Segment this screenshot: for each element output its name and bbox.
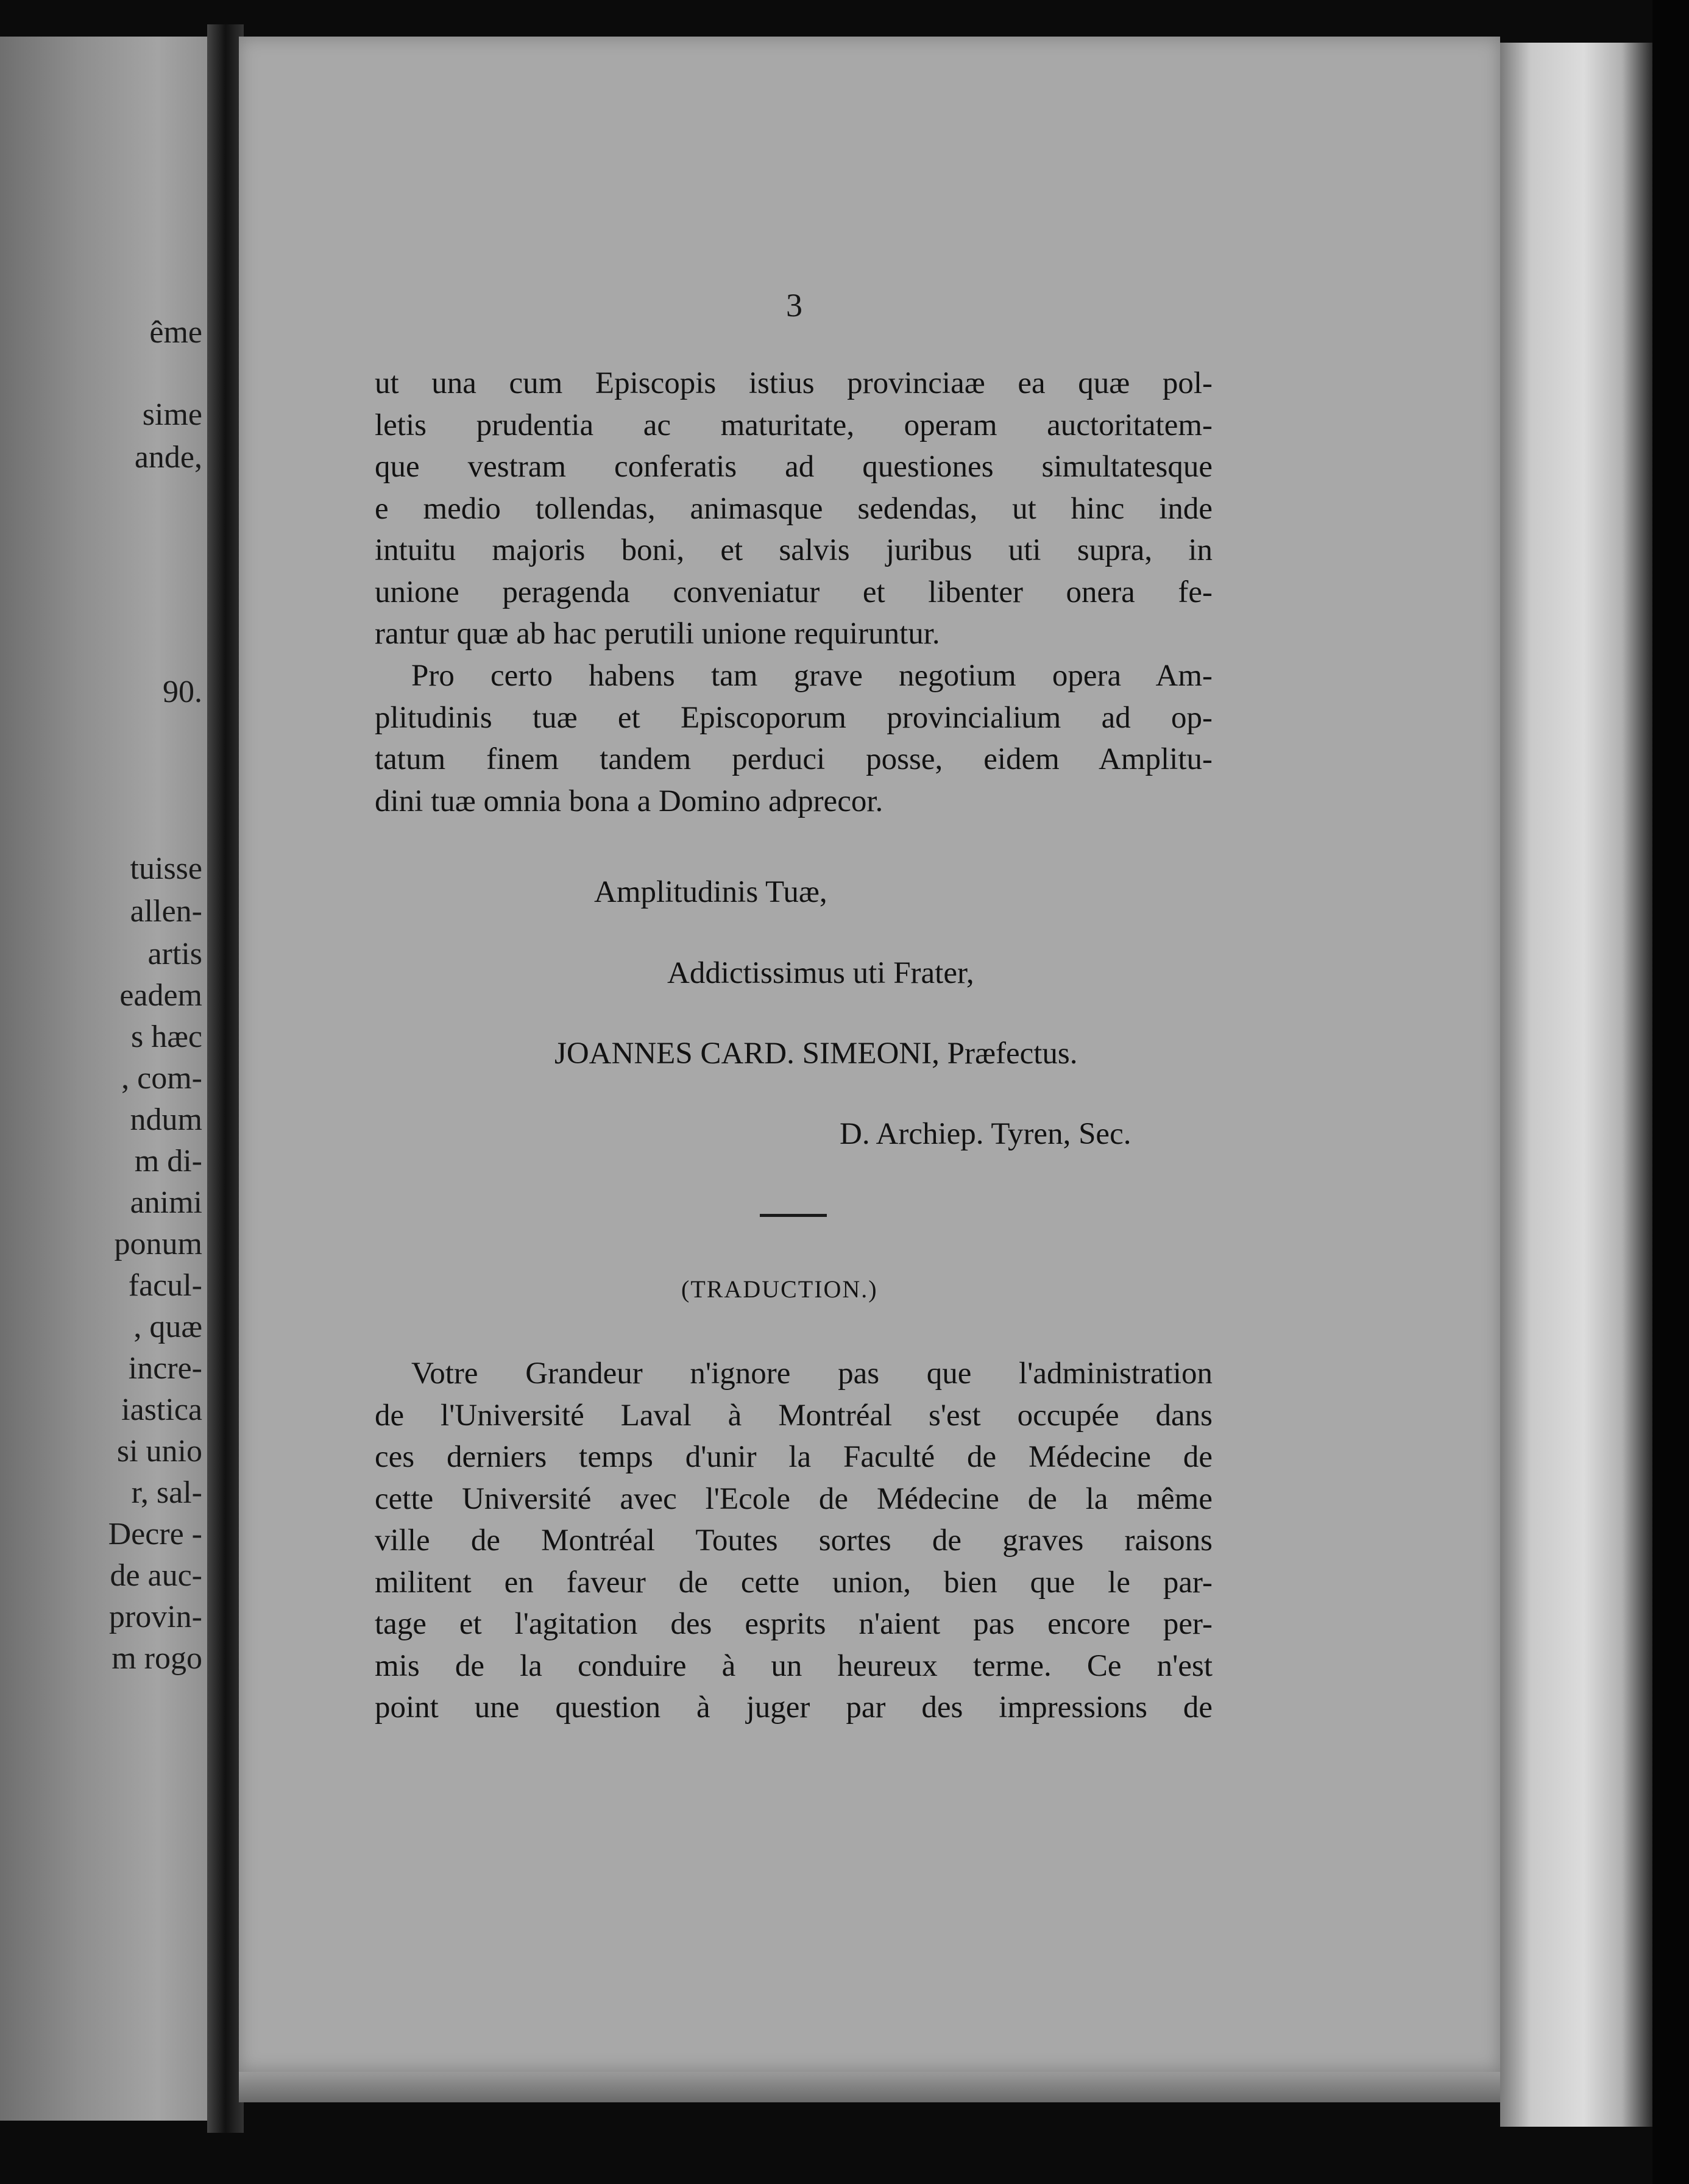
text-line: ville de Montréal Toutes sortes de graves raisons [375, 1523, 1213, 1558]
text-line: point une question à juger par des impressions de [375, 1690, 1213, 1725]
left-page-fragment: facul- [128, 1268, 202, 1303]
left-page-fragment: de auc- [110, 1558, 202, 1593]
left-page-fragment: tuisse [130, 851, 202, 886]
left-page-fragment: provin- [108, 1600, 202, 1634]
left-page-fragment: , com- [121, 1061, 202, 1096]
scan-border [1652, 0, 1689, 2184]
left-page-fragment: ande, [134, 440, 202, 475]
left-page-fragment: iastica [121, 1392, 202, 1427]
left-page-fragment: ponum [114, 1227, 202, 1261]
text-line: plitudinis tuæ et Episcoporum provincialium ad op- [375, 700, 1213, 735]
latin-paragraph-1 [375, 363, 1213, 655]
left-page-fragment: eadem [119, 978, 202, 1013]
left-page-fragment: sime [142, 397, 202, 432]
section-divider [760, 1214, 827, 1217]
left-page-fragment: Decre - [108, 1517, 202, 1551]
right-page-stack [1500, 43, 1652, 2127]
left-page-fragment: m di- [134, 1144, 202, 1179]
text-line: rantur quæ ab hac perutili unione requiruntur. [375, 617, 940, 651]
left-page-fragment: ndum [130, 1102, 202, 1137]
closing-valediction: Addictissimus uti Frater, [667, 956, 974, 990]
left-page-fragment: r, sal- [131, 1475, 202, 1510]
left-page-fragment: incre- [128, 1351, 202, 1386]
left-page-fragment: , quæ [133, 1310, 202, 1344]
text-line: de l'Université Laval à Montréal s'est occupée dans [375, 1398, 1213, 1433]
french-paragraph [375, 1353, 1213, 1729]
text-line: intuitu majoris boni, et salvis juribus uti supra, in [375, 533, 1213, 567]
left-page-fragment: animi [130, 1185, 202, 1220]
left-page-fragment: 90. [163, 675, 202, 709]
text-line: militent en faveur de cette union, bien que le par- [375, 1565, 1213, 1600]
closing-salutation: Amplitudinis Tuæ, [594, 875, 827, 909]
left-page-fragment: allen- [130, 894, 202, 929]
text-line: letis prudentia ac maturitate, operam auctoritatem- [375, 408, 1213, 442]
left-page-fragment: s hæc [131, 1019, 202, 1054]
text-line: tage et l'agitation des esprits n'aient pas encore per- [375, 1607, 1213, 1641]
text-line: cette Université avec l'Ecole de Médecine de la même [375, 1481, 1213, 1516]
left-page-fragment: ême [149, 315, 202, 350]
page-number: 3 [786, 287, 802, 324]
translation-heading: (TRADUCTION.) [681, 1275, 878, 1303]
text-line: Pro certo habens tam grave negotium opera Am- [411, 659, 1213, 693]
left-page-fragment: artis [147, 937, 202, 971]
left-page-edge [0, 37, 225, 2121]
page-bottom-edge [239, 2072, 1500, 2102]
text-line: mis de la conduire à un heureux terme. Ce n'est [375, 1648, 1213, 1683]
left-page-fragment: m rogo [112, 1641, 202, 1676]
text-line: que vestram conferatis ad questiones simultatesque [375, 450, 1213, 484]
text-line: unione peragenda conveniatur et libenter onera fe- [375, 575, 1213, 609]
text-line: Votre Grandeur n'ignore pas que l'administration [411, 1356, 1213, 1391]
secretary-line: D. Archiep. Tyren, Sec. [840, 1117, 1131, 1151]
book-gutter [207, 24, 244, 2133]
left-page-fragment: si unio [116, 1434, 202, 1469]
text-line: ut una cum Episcopis istius provinciaæ ea quæ pol- [375, 366, 1213, 400]
text-line: tatum finem tandem perduci posse, eidem Amplitu- [375, 742, 1213, 776]
latin-paragraph-2 [375, 655, 1213, 822]
text-line: e medio tollendas, animasque sedendas, ut hinc inde [375, 491, 1213, 526]
signature-line: JOANNES CARD. SIMEONI, Præfectus. [554, 1037, 1078, 1071]
text-line: dini tuæ omnia bona a Domino adprecor. [375, 784, 883, 818]
text-line: ces derniers temps d'unir la Faculté de Médecine de [375, 1440, 1213, 1474]
